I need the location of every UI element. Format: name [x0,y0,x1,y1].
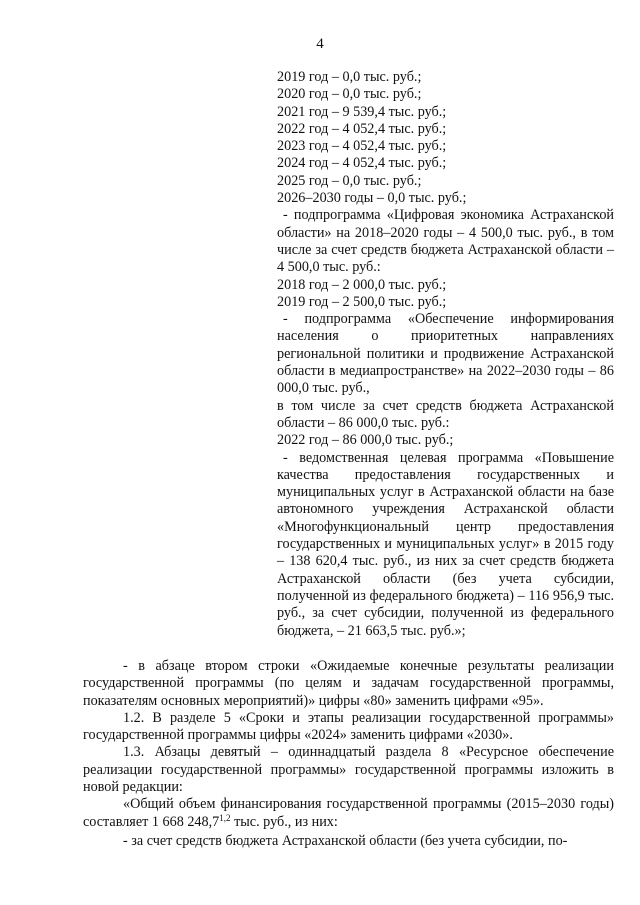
subprogram-digital-economy: - подпрограмма «Цифровая экономика Астраханской области» на 2018–2020 годы – 4 500,0 тыс. руб., в том числе за счет средств бюджета Астраханской области – 4 500,0 тыс. руб.: [277,207,614,276]
funding-line: 2019 год – 0,0 тыс. руб.; [277,69,422,85]
funding-line: 2025 год – 0,0 тыс. руб.; [277,172,422,189]
page-number: 4 [316,36,324,52]
subprogram-information: - подпрограмма «Обеспечение информирования населения о приоритетных направлениях региональной политики и продвижение Астраханской области в медиапространстве» на 2022–2030 годы – 86 000,0 тыс. руб., [277,311,614,397]
funding-line: 2018 год – 2 000,0 тыс. руб.; [277,276,447,293]
funding-line: 2023 год – 4 052,4 тыс. руб.; [277,138,447,155]
departmental-target-program: - ведомственная целевая программа «Повышение качества предоставления государственных и муниципальных услуг в Астраханской области на базе автономного учреждения Астраханской области «Многофункциональный центр предоставления государственных и муниципальных услуг» в 2015 году – 138 620,4 тыс. руб., из них за счет средств бюджета Астраханской области (без учета субсидии, полученной из федерального бюджета) – 116 956,9 тыс. руб., за счет субсидии, полученной из федерального бюджета, – 21 663,5 тыс. руб.»; [277,449,614,639]
funding-line: 2020 год – 0,0 тыс. руб.; [277,86,422,103]
amendment-paragraph: 1.2. В разделе 5 «Сроки и этапы реализации государственной программы» государственной программы цифры «2024» заменить цифрами «2030». [83,709,614,744]
amendment-paragraph: - за счет средств бюджета Астраханской области (без учета субсидии, по- [123,832,568,849]
footnote-marker: 1,2 [219,812,231,823]
total-funding-text: «Общий объем финансирования государственной программы (2015–2030 годы) составляет 1 668 248,7 [83,796,614,830]
funding-source-note: в том числе за счет средств бюджета Астраханской области – 86 000,0 тыс. руб.: [277,397,614,431]
funding-line: 2019 год – 2 500,0 тыс. руб.; [277,293,447,310]
funding-line: 2022 год – 86 000,0 тыс. руб.; [277,432,454,449]
funding-line: 2022 год – 4 052,4 тыс. руб.; [277,120,447,137]
amendment-paragraph: 1.3. Абзацы девятый – одиннадцатый раздела 8 «Ресурсное обеспечение реализации государственной программы» государственной программы изложить в новой редакции: [83,744,614,796]
total-funding-unit: тыс. руб., из них: [230,813,338,830]
funding-line: 2026–2030 годы – 0,0 тыс. руб.; [277,190,467,207]
funding-line: 2021 год – 9 539,4 тыс. руб.; [277,103,447,120]
amendment-paragraph: - в абзаце втором строки «Ожидаемые конечные результаты реализации государственной программы (по целям и задачам государственной программы, показателям основных мероприятий)» цифры «80» заменить цифрами «95». [83,658,614,709]
funding-line: 2024 год – 4 052,4 тыс. руб.; [277,155,447,172]
amendment-text [83,658,614,850]
total-funding-paragraph [83,796,614,831]
funding-breakdown-column [277,69,614,640]
